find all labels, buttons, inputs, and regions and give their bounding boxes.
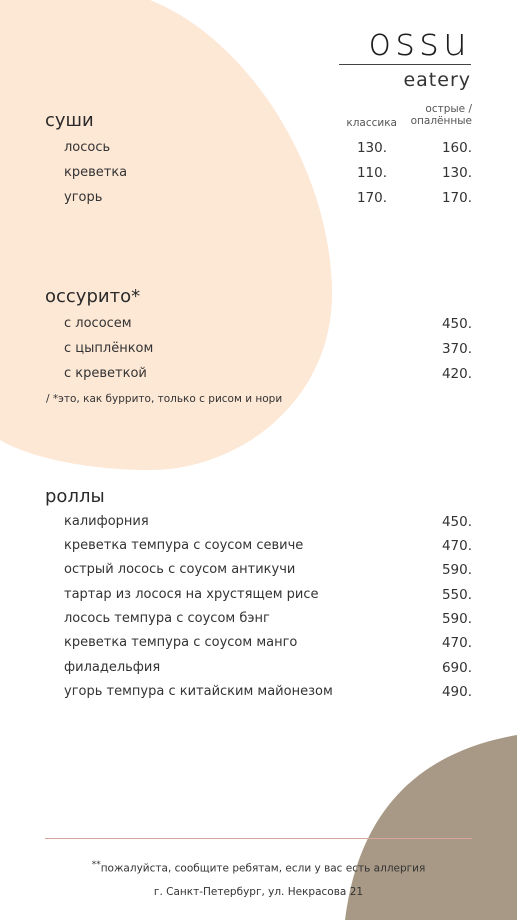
brand-underline: [339, 64, 471, 65]
section-title-rolls: роллы: [45, 486, 105, 507]
item-name: острый лосось с соусом антикучи: [64, 562, 296, 577]
menu-row-roll: [0, 538, 517, 560]
menu-row-roll: [0, 684, 517, 706]
allergy-mark: **: [91, 860, 101, 870]
item-price: 470.: [441, 635, 472, 651]
menu-row-roll: [0, 514, 517, 536]
menu-row-sushi: [0, 190, 517, 212]
item-name: лосось темпура с соусом бэнг: [64, 611, 270, 626]
item-name: калифорния: [64, 514, 149, 529]
item-name: лосось: [64, 140, 111, 155]
ossurito-footnote: / *это, как буррито, только с рисом и нори: [46, 393, 283, 405]
item-price: 490.: [441, 684, 472, 700]
column-header-spicy-line1: острые /: [425, 103, 472, 115]
allergy-text: пожалуйста, сообщите ребятам, если у вас есть аллергия: [100, 862, 426, 875]
menu-row-roll: [0, 611, 517, 633]
item-name: угорь: [64, 190, 103, 205]
address: г. Санкт-Петербург, ул. Некрасова 21: [153, 886, 364, 898]
brand-logo: [343, 22, 471, 91]
footer-divider: [45, 838, 472, 839]
item-price: 450.: [441, 514, 472, 530]
item-price-classic: 130.: [356, 140, 387, 156]
item-price-classic: 170.: [356, 190, 387, 206]
menu-row-roll: [0, 587, 517, 609]
section-title-ossurito: оссурито*: [45, 286, 141, 307]
item-name: креветка: [64, 165, 128, 180]
column-header-spicy: [411, 103, 472, 127]
item-name: тартар из лосося на хрустящем рисе: [64, 587, 319, 602]
column-header-spicy-line2: опалённые: [410, 115, 472, 127]
column-header-classic: классика: [346, 117, 397, 129]
item-price: 590.: [441, 562, 472, 578]
menu-row-ossurito: [0, 316, 517, 338]
item-price-spicy: 130.: [441, 165, 472, 181]
item-name: филадельфия: [64, 660, 161, 675]
brand-name: ossu: [368, 20, 471, 64]
item-name: креветка темпура с соусом манго: [64, 635, 298, 650]
section-title-sushi: суши: [45, 110, 94, 131]
item-name: с креветкой: [64, 366, 147, 381]
item-price: 450.: [441, 316, 472, 332]
item-price: 420.: [441, 366, 472, 382]
item-name: с лососем: [64, 316, 132, 331]
menu-row-ossurito: [0, 341, 517, 363]
menu-row-sushi: [0, 140, 517, 162]
item-name: креветка темпура с соусом севиче: [64, 538, 304, 553]
item-price: 590.: [441, 611, 472, 627]
item-price: 370.: [441, 341, 472, 357]
item-name: с цыплёнком: [64, 341, 154, 356]
allergy-notice: [0, 860, 517, 875]
menu-row-roll: [0, 635, 517, 657]
menu-row-roll: [0, 660, 517, 682]
item-price-spicy: 160.: [441, 140, 472, 156]
item-price: 550.: [441, 587, 472, 603]
menu-row-sushi: [0, 165, 517, 187]
menu-row-roll: [0, 562, 517, 584]
item-price: 470.: [441, 538, 472, 554]
item-price-classic: 110.: [356, 165, 387, 181]
brand-subtitle: eatery: [403, 69, 471, 91]
item-price-spicy: 170.: [441, 190, 472, 206]
item-price: 690.: [441, 660, 472, 676]
menu-row-ossurito: [0, 366, 517, 388]
item-name: угорь темпура с китайским майонезом: [64, 684, 333, 699]
